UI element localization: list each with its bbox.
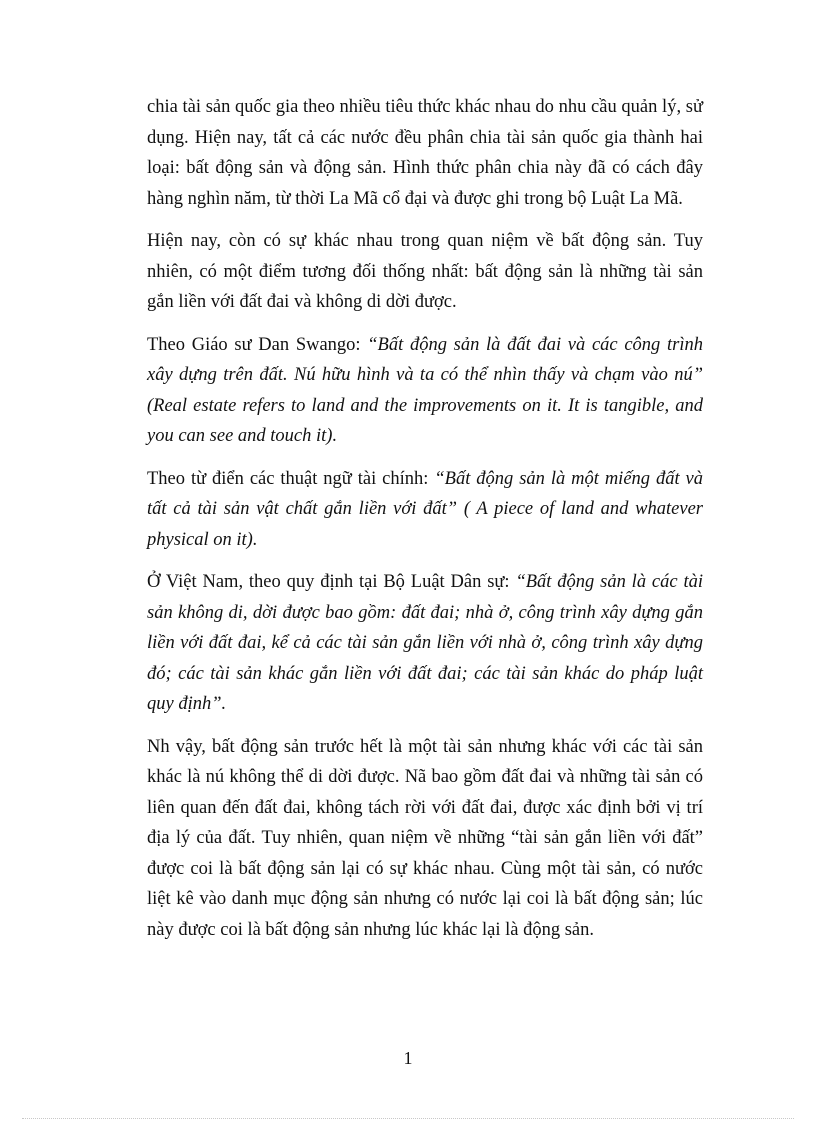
paragraph-3: [147, 330, 703, 452]
paragraph-3-quote: “Bất động sản là đất đai và các công trình xây dựng trên đất. Nú hữu hình và ta có thể nhìn thấy và chạm vào nú” (Real estate refers to land and the improvements on it. It is tangible, and you can see and touch it).: [147, 334, 703, 446]
paragraph-6-text: Nh vậy, bất động sản trước hết là một tài sản nhưng khác với các tài sản khác là nú không thể di dời được. Nã bao gồm đất đai và những tài sản có liên quan đến đất đai, không tách rời với đất đai, được xác định bởi vị trí địa lý của đất. Tuy nhiên, quan niệm về những “tài sản gắn liền với đất” được coi là bất động sản lại có sự khác nhau. Cùng một tài sản, có nước liệt kê vào danh mục động sản nhưng có nước lại coi là bất động sản; lúc này được coi là bất động sản nhưng lúc khác lại là động sản.: [147, 736, 703, 940]
paragraph-1: [147, 92, 703, 214]
paragraph-2-text: Hiện nay, còn có sự khác nhau trong quan niệm về bất động sản. Tuy nhiên, có một điểm tương đối thống nhất: bất động sản là những tài sản gắn liền với đất đai và không di dời được.: [147, 231, 703, 312]
paragraph-4-lead: Theo từ điển các thuật ngữ tài chính:: [147, 468, 435, 489]
paragraph-1-text: chia tài sản quốc gia theo nhiều tiêu thức khác nhau do nhu cầu quản lý, sử dụng. Hiện nay, tất cả các nước đều phân chia tài sản quốc gia thành hai loại: bất động sản và động sản. Hình thức phân chia này đã có cách đây hàng nghìn năm, từ thời La Mã cổ đại và được ghi trong bộ Luật La Mã.: [147, 97, 703, 209]
page-bottom-divider: [22, 1118, 794, 1119]
paragraph-4-quote: “Bất động sản là một miếng đất và tất cả tài sản vật chất gắn liền với đất” ( A piece of land and whatever physical on it).: [147, 468, 703, 550]
paragraph-5: [147, 567, 703, 720]
paragraph-4: [147, 464, 703, 556]
page-number: 1: [403, 1048, 413, 1068]
body-text: [147, 92, 703, 957]
paragraph-2: [147, 226, 703, 318]
paragraph-6: [147, 732, 703, 946]
paragraph-3-lead: Theo Giáo sư Dan Swango:: [147, 334, 368, 355]
paragraph-5-lead: Ở Việt Nam, theo quy định tại Bộ Luật Dân sự:: [147, 572, 516, 592]
paragraph-5-quote: “Bất động sản là các tài sản không di, dời được bao gồm: đất đai; nhà ở, công trình xây dựng gắn liền với đất đai, kể cả các tài sản gắn liền với nhà ở, công trình xây dựng đó; các tài sản khác gắn liền với đất đai; các tài sản khác do pháp luật quy định”.: [147, 572, 703, 714]
